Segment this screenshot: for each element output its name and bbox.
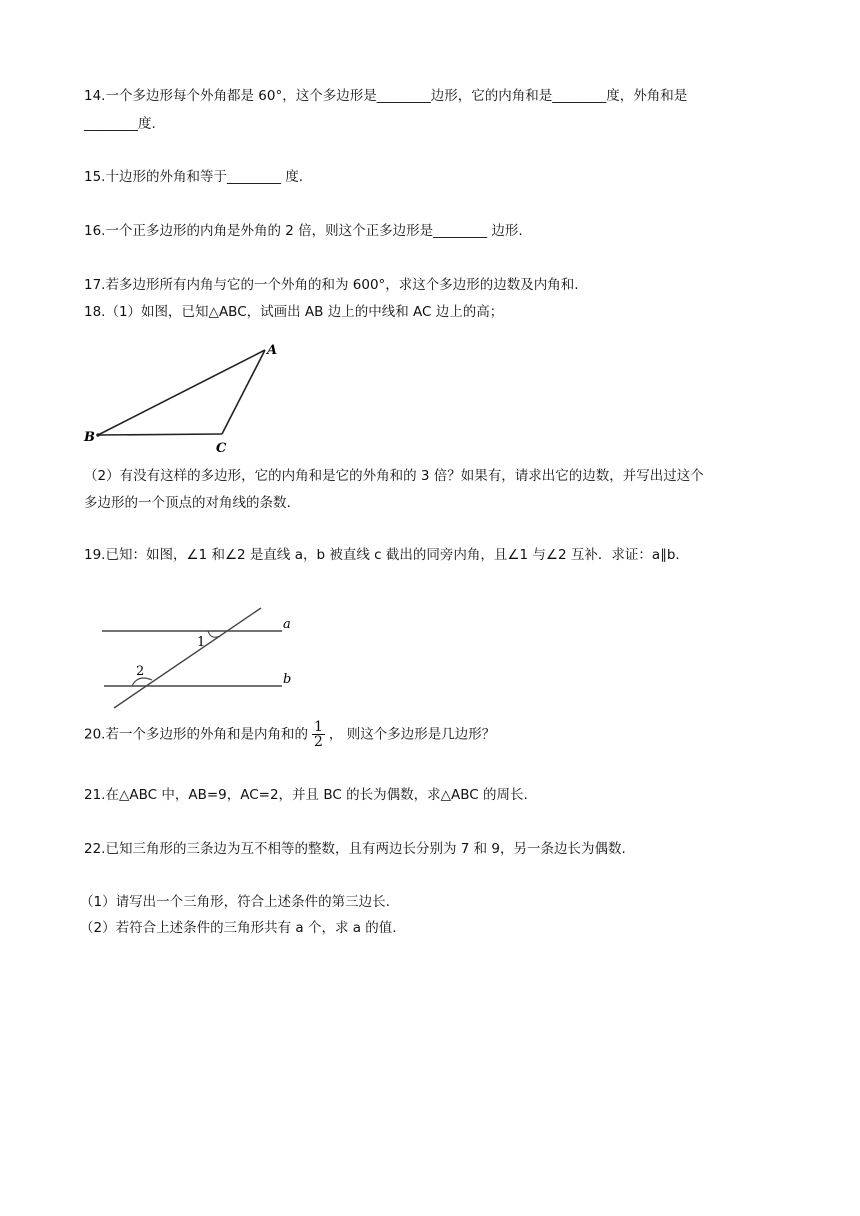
fraction-denominator: 2	[313, 734, 323, 750]
question-17: 17.若多边形所有内角与它的一个外角的和为 600°，求这个多边形的边数及内角和.	[84, 277, 579, 293]
parallel-lines-figure	[96, 604, 306, 712]
line-b-label: b	[283, 672, 292, 687]
question-16: 16.一个正多边形的内角是外角的 2 倍，则这个正多边形是________ 边形.	[84, 223, 523, 239]
angle-1-label: 1	[197, 635, 206, 650]
label-a-vertex: A	[267, 343, 278, 358]
question-18-part-1: 18.（1）如图，已知△ABC，试画出 AB 边上的中线和 AC 边上的高；	[84, 304, 504, 320]
label-b-vertex: B	[84, 430, 95, 445]
question-20	[84, 720, 495, 749]
angle-2-label: 2	[136, 664, 145, 679]
fraction-numerator: 1	[313, 719, 323, 735]
question-21: 21.在△ABC 中，AB=9，AC=2，并且 BC 的长为偶数，求△ABC 的周长.	[84, 787, 528, 803]
question-14-line-2: ________度.	[84, 116, 156, 132]
fraction-one-half	[312, 720, 325, 749]
question-22: 22.已知三角形的三条边为互不相等的整数，且有两边长分别为 7 和 9，另一条边长为偶数.	[84, 841, 626, 857]
question-18-part-2-line-2: 多边形的一个顶点的对角线的条数.	[84, 495, 291, 511]
question-18-part-2-line-1: （2）有没有这样的多边形，它的内角和是它的外角和的 3 倍？如果有，请求出它的边数，并写出过这个	[84, 468, 704, 484]
triangle-figure	[80, 338, 280, 456]
question-20-text-after: ， 则这个多边形是几边形？	[328, 726, 496, 743]
line-a-label: a	[283, 617, 291, 632]
question-15: 15.十边形的外角和等于________ 度.	[84, 169, 304, 185]
question-22-part-1: （1）请写出一个三角形，符合上述条件的第三边长.	[80, 894, 390, 910]
question-20-text-before: 20.若一个多边形的外角和是内角和的	[84, 726, 308, 743]
label-c-vertex: C	[216, 441, 227, 456]
question-22-part-2: （2）若符合上述条件的三角形共有 a 个，求 a 的值.	[80, 920, 397, 936]
question-19: 19.已知：如图，∠1 和∠2 是直线 a，b 被直线 c 截出的同旁内角，且∠1 与∠2 互补．求证：a∥b.	[84, 547, 680, 563]
question-14-line-1: 14.一个多边形每个外角都是 60°，这个多边形是________边形，它的内角和是________度，外角和是	[84, 88, 688, 104]
